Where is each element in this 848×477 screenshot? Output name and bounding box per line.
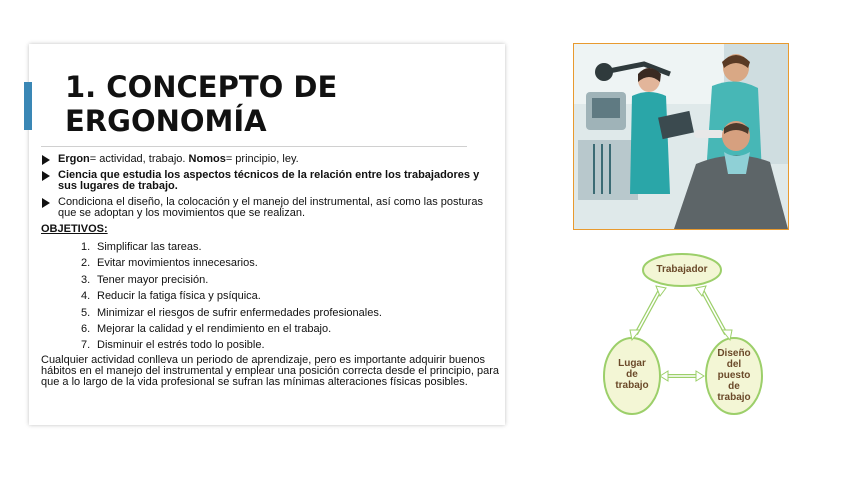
- slide-title: 1. CONCEPTO DE ERGONOMÍA: [65, 70, 338, 138]
- label-line: de: [626, 369, 638, 380]
- bullet-text: = actividad, trabajo.: [89, 153, 189, 165]
- list-text: Simplificar las tareas.: [97, 241, 202, 253]
- bullet-item: [41, 170, 499, 193]
- list-item: [41, 305, 499, 321]
- bullet-triangle-icon: [42, 155, 50, 165]
- label-lugar-de-trabajo: [604, 358, 660, 391]
- bullet-triangle-icon: [42, 171, 50, 181]
- bullet-term: Ergon: [58, 153, 90, 165]
- list-number: 5.: [81, 306, 91, 319]
- list-text: Mejorar la calidad y el rendimiento en el trabajo.: [97, 323, 332, 336]
- list-item: [41, 288, 499, 304]
- list-text: Tener mayor precisión.: [97, 273, 209, 286]
- objectives-heading: OBJETIVOS:: [41, 222, 108, 235]
- list-number: 4.: [81, 290, 91, 303]
- dental-clinic-photo: [573, 43, 789, 230]
- label-line: trabajo: [717, 392, 751, 403]
- list-item: [41, 321, 499, 337]
- bullet-text: Condiciona el diseño, la colocación y el manejo del instrumental, así como las posturas que se adoptan y los movimientos que se realizan.: [58, 195, 483, 219]
- list-number: 3.: [81, 273, 91, 286]
- label-diseno-puesto: [706, 348, 762, 403]
- list-text: Reducir la fatiga física y psíquica.: [97, 290, 261, 303]
- bullet-text: = principio, ley.: [225, 153, 299, 165]
- list-number: 6.: [81, 323, 91, 336]
- list-text: Disminuir el estrés todo lo posible.: [97, 339, 265, 352]
- list-item: [41, 337, 499, 353]
- list-item: [41, 272, 499, 288]
- label-line: Diseño: [717, 348, 751, 359]
- title-accent-bar: [24, 82, 32, 130]
- list-item: [41, 255, 499, 271]
- bullet-term: Nomos: [188, 153, 226, 165]
- label-line: del: [726, 359, 742, 370]
- slide-body: [41, 154, 499, 388]
- objectives-list: [41, 239, 499, 354]
- list-number: 7.: [81, 339, 91, 352]
- bullet-item: [41, 154, 499, 166]
- title-divider: [41, 146, 467, 147]
- list-number: 1.: [81, 241, 91, 253]
- list-text: Minimizar el riesgos de sufrir enfermedades profesionales.: [97, 306, 382, 319]
- label-line: de: [728, 381, 740, 392]
- closing-paragraph: Cualquier actividad conlleva un periodo de aprendizaje, pero es importante adquirir buenos hábitos en el manejo del instrumental y emplear una posición correcta desde el principio, para que a lo largo de la vida profesional se sufran las mínimas alteraciones físicas posibles.: [41, 353, 499, 388]
- label-line: Lugar: [618, 358, 646, 369]
- dental-clinic-illustration: [574, 44, 788, 229]
- ergonomics-relation-diagram: [596, 252, 766, 422]
- label-line: trabajo: [615, 380, 649, 391]
- list-number: 2.: [81, 257, 91, 270]
- label-trabajador: Trabajador: [656, 264, 708, 275]
- list-text: Evitar movimientos innecesarios.: [97, 257, 258, 270]
- bullet-text: Ciencia que estudia los aspectos técnicos de la relación entre los trabajadores y sus lugares de trabajo.: [58, 168, 480, 192]
- list-item: [41, 239, 499, 255]
- bullet-item: [41, 197, 499, 220]
- bullet-triangle-icon: [42, 198, 50, 208]
- label-line: puesto: [717, 370, 751, 381]
